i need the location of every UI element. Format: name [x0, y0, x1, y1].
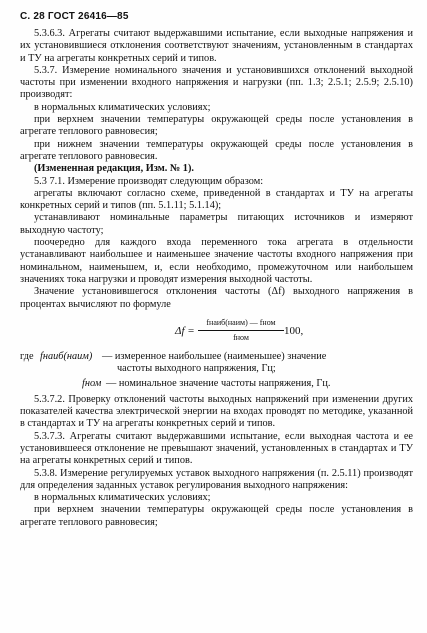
document-body — [20, 28, 413, 529]
paragraph: при верхнем значении температуры окружающей среды после установления в агрегате теплового равновесия; — [20, 504, 413, 528]
legend-definition: частоты выходного напряжения, Гц; — [117, 363, 276, 375]
legend-symbol: fнаиб(наим) — [40, 350, 93, 362]
paragraph: в нормальных климатических условиях; — [34, 492, 211, 504]
formula-legend-row — [20, 351, 413, 363]
page-header: С. 28 ГОСТ 26416—85 — [20, 11, 129, 22]
paragraph: в нормальных климатических условиях; — [34, 101, 211, 113]
formula-denominator: fном — [233, 333, 249, 343]
frequency-deviation-formula — [20, 317, 413, 345]
formula-numerator: fнаиб(наим) — fном — [198, 317, 284, 331]
legend-definition: — номинальное значение частоты напряжения, Гц. — [106, 378, 331, 390]
paragraph: 5.3.7.3. Агрегаты считают выдержавшими испытание, если выходная частота и ее установившееся отклонение не превышают значений, установленных в стандартах и ТУ на агрегаты конкретных серий и типов. — [20, 430, 413, 467]
paragraph: агрегаты включают согласно схеме, приведенной в стандартах и ТУ на агрегаты конкретных серий и типов (пп. 5.1.11; 5.1.14); — [20, 187, 413, 212]
paragraph: поочередно для каждого входа переменного тока агрегата в отдельности устанавливают наибольшее и наименьшее значение частоты входного напряжения при номинальном, наименьшем, и, если необходимо, промежуточном или наибольшем значениях тока нагрузки и проводят измерения выходной частоты. — [20, 237, 413, 285]
legend-where: где — [20, 350, 34, 362]
formula-legend-row — [20, 378, 413, 390]
paragraph: 5.3.7. Измерение номинального значения и установившихся отклонений выходной частоты при изменении входного напряжения и нагрузки (пп. 1.3; 2.5.1; 2.5.9; 2.5.10) производят: — [20, 64, 413, 101]
legend-definition: — измеренное наибольшее (наименьшее) значение — [102, 350, 327, 362]
formula-fraction — [198, 317, 284, 345]
formula-legend-row — [20, 363, 413, 375]
paragraph: при нижнем значении температуры окружающей среды после установления в агрегате теплового равновесия. — [20, 138, 413, 162]
formula-multiplier: 100, — [284, 324, 304, 337]
paragraph: устанавливают номинальные параметры питающих источников и измеряют выходную частоту; — [20, 212, 413, 236]
paragraph: 5.3.6.3. Агрегаты считают выдержавшими испытание, если выходные напряжения и их установившиеся отклонения соответствуют значениям, установленным в стандартах и ТУ на агрегаты конкретных серий и типов. — [20, 28, 413, 64]
paragraph: Значение установившегося отклонения частоты (Δf) выходного напряжения в процентах вычисляют по формуле — [20, 286, 413, 310]
paragraph: 5.3 7.1. Измерение производят следующим образом: — [34, 175, 264, 187]
paragraph: 5.3.7.2. Проверку отклонений частоты выходных напряжений при изменении других показателей качества электрической энергии на входах проводят по методике, указанной в стандартах и ТУ на агрегаты конкретных серий и типов. — [20, 393, 413, 430]
formula-lhs: Δf = — [175, 324, 195, 337]
paragraph: при верхнем значении температуры окружающей среды после установления в агрегате теплового равновесия; — [20, 114, 413, 138]
paragraph: 5.3.8. Измерение регулируемых уставок выходного напряжения (п. 2.5.11) производят для определения заданных уставок регулирования выходного напряжения: — [20, 467, 413, 491]
legend-symbol: fном — [82, 378, 102, 390]
amendment-note: (Измененная редакция, Изм. № 1). — [34, 163, 194, 175]
